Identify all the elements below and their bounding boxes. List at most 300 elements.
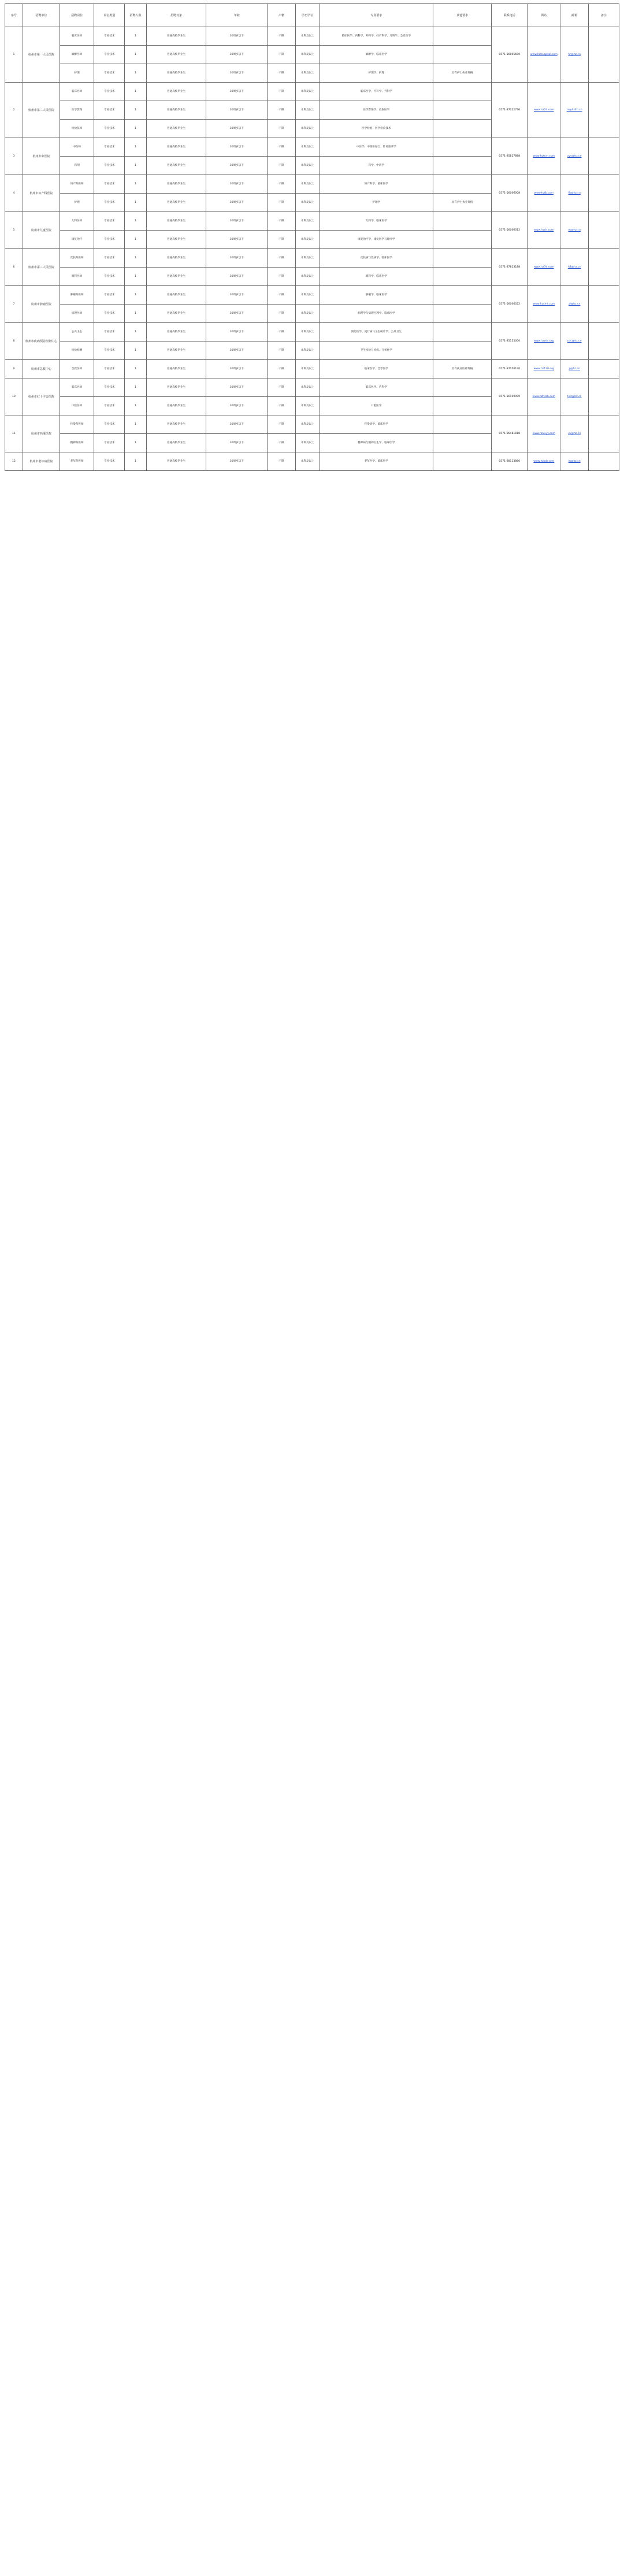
major-requirement: 麻醉学、临床医学	[320, 46, 433, 64]
table-row	[5, 83, 619, 101]
unit-name: 杭州市红十字会医院	[23, 378, 60, 415]
hukou-requirement: 不限	[268, 212, 296, 231]
post-target: 普通高校毕业生	[146, 342, 206, 360]
post-target: 普通高校毕业生	[146, 212, 206, 231]
post-target: 普通高校毕业生	[146, 46, 206, 64]
recruitment-table	[5, 3, 619, 471]
post-category: 专业技术	[94, 157, 125, 175]
hukou-requirement: 不限	[268, 378, 296, 397]
post-target: 普通高校毕业生	[146, 138, 206, 157]
post-name: 急救医师	[60, 360, 94, 378]
row-index: 11	[5, 415, 23, 452]
post-count: 1	[125, 194, 146, 212]
email-link[interactable]: zl@hz.cn	[560, 286, 589, 323]
other-requirement	[433, 212, 491, 231]
major-requirement: 中医学、中西医结合、针灸推拿学	[320, 138, 433, 157]
hukou-requirement: 不限	[268, 452, 296, 471]
post-name: 药剂	[60, 157, 94, 175]
note-cell	[588, 175, 619, 212]
contact-phone: 0571-56006012	[492, 212, 528, 249]
table-row	[5, 138, 619, 157]
table-row	[5, 286, 619, 305]
post-count: 1	[125, 360, 146, 378]
hukou-requirement: 不限	[268, 342, 296, 360]
hukou-requirement: 不限	[268, 305, 296, 323]
post-category: 专业技术	[94, 452, 125, 471]
post-target: 普通高校毕业生	[146, 120, 206, 138]
header-cell: 招聘岗位	[60, 4, 94, 27]
note-cell	[588, 286, 619, 323]
post-count: 1	[125, 64, 146, 83]
degree-requirement: 本科及以上	[295, 378, 320, 397]
age-requirement: 30周岁以下	[206, 323, 268, 342]
table-header-row	[5, 4, 619, 27]
degree-requirement: 本科及以上	[295, 397, 320, 415]
major-requirement: 卫生检验与检疫、分析化学	[320, 342, 433, 360]
website-link[interactable]: www.hz2h.com	[528, 83, 560, 138]
post-name: 医学影像	[60, 101, 94, 120]
major-requirement: 康复治疗学、康复医学与理疗学	[320, 231, 433, 249]
degree-requirement: 本科及以上	[295, 415, 320, 434]
row-index: 5	[5, 212, 23, 249]
degree-requirement: 本科及以上	[295, 138, 320, 157]
website-link[interactable]: www.hztcm.com	[528, 138, 560, 175]
table-row	[5, 415, 619, 434]
email-link[interactable]: xx@hz.cn	[560, 415, 589, 452]
post-name: 妇产科医师	[60, 175, 94, 194]
major-requirement: 药学、中药学	[320, 157, 433, 175]
contact-phone: 0571-87050120	[492, 360, 528, 378]
contact-phone: 0571-56005600	[492, 27, 528, 83]
post-category: 专业技术	[94, 286, 125, 305]
website-link[interactable]: www.hzhszh.com	[528, 378, 560, 415]
hukou-requirement: 不限	[268, 194, 296, 212]
row-index: 9	[5, 360, 23, 378]
post-count: 1	[125, 305, 146, 323]
post-category: 专业技术	[94, 101, 125, 120]
age-requirement: 30周岁以下	[206, 415, 268, 434]
note-cell	[588, 360, 619, 378]
table-row	[5, 378, 619, 397]
header-cell: 招聘对象	[146, 4, 206, 27]
unit-name: 杭州市第二人民医院	[23, 83, 60, 138]
post-name: 临床医师	[60, 83, 94, 101]
table-row	[5, 212, 619, 231]
post-name: 麻醉医师	[60, 46, 94, 64]
header-cell: 序号	[5, 4, 23, 27]
degree-requirement: 本科及以上	[295, 157, 320, 175]
degree-requirement: 本科及以上	[295, 452, 320, 471]
age-requirement: 30周岁以下	[206, 120, 268, 138]
contact-phone: 0571-85827888	[492, 138, 528, 175]
email-link[interactable]: fb@hz.cn	[560, 175, 589, 212]
major-requirement: 临床医学、内科学、外科学	[320, 83, 433, 101]
website-link[interactable]: www.hzfb.com	[528, 175, 560, 212]
major-requirement: 病理学与病理生理学、临床医学	[320, 305, 433, 323]
post-name: 护理	[60, 194, 94, 212]
unit-name: 杭州市急救中心	[23, 360, 60, 378]
table-row	[5, 175, 619, 194]
age-requirement: 30周岁以下	[206, 194, 268, 212]
note-cell	[588, 415, 619, 452]
major-requirement: 妇产科学、临床医学	[320, 175, 433, 194]
post-target: 普通高校毕业生	[146, 397, 206, 415]
degree-requirement: 本科及以上	[295, 27, 320, 46]
unit-name: 杭州市老年病医院	[23, 452, 60, 471]
post-category: 专业技术	[94, 305, 125, 323]
other-requirement	[433, 27, 491, 46]
post-category: 专业技术	[94, 231, 125, 249]
header-cell: 年龄	[206, 4, 268, 27]
website-link[interactable]: www.hzxxyy.com	[528, 415, 560, 452]
post-count: 1	[125, 434, 146, 452]
other-requirement	[433, 397, 491, 415]
post-count: 1	[125, 27, 146, 46]
post-target: 普通高校毕业生	[146, 323, 206, 342]
hukou-requirement: 不限	[268, 360, 296, 378]
age-requirement: 30周岁以下	[206, 452, 268, 471]
degree-requirement: 本科及以上	[295, 323, 320, 342]
major-requirement: 精神病与精神卫生学、临床医学	[320, 434, 433, 452]
post-target: 普通高校毕业生	[146, 360, 206, 378]
degree-requirement: 本科及以上	[295, 286, 320, 305]
hukou-requirement: 不限	[268, 434, 296, 452]
table-row	[5, 249, 619, 268]
age-requirement: 30周岁以下	[206, 378, 268, 397]
degree-requirement: 本科及以上	[295, 64, 320, 83]
note-cell	[588, 323, 619, 360]
post-target: 普通高校毕业生	[146, 101, 206, 120]
email-link[interactable]: ln@hz.cn	[560, 452, 589, 471]
post-target: 普通高校毕业生	[146, 286, 206, 305]
age-requirement: 30周岁以下	[206, 268, 268, 286]
post-count: 1	[125, 46, 146, 64]
post-name: 精神科医师	[60, 434, 94, 452]
contact-phone: 0571-87022776	[492, 83, 528, 138]
website-link[interactable]: www.hz3h.com	[528, 249, 560, 286]
recruitment-document	[5, 3, 619, 471]
post-target: 普通高校毕业生	[146, 305, 206, 323]
post-count: 1	[125, 286, 146, 305]
degree-requirement: 本科及以上	[295, 212, 320, 231]
post-target: 普通高校毕业生	[146, 157, 206, 175]
table-row	[5, 452, 619, 471]
post-category: 专业技术	[94, 175, 125, 194]
post-count: 1	[125, 83, 146, 101]
post-name: 检验检测	[60, 342, 94, 360]
table-row	[5, 323, 619, 342]
post-target: 普通高校毕业生	[146, 452, 206, 471]
header-cell: 学历学位	[295, 4, 320, 27]
post-target: 普通高校毕业生	[146, 249, 206, 268]
post-name: 临床医师	[60, 378, 94, 397]
post-count: 1	[125, 452, 146, 471]
row-index: 1	[5, 27, 23, 83]
note-cell	[588, 83, 619, 138]
row-index: 8	[5, 323, 23, 360]
website-link[interactable]: www.hzch-t.com	[528, 286, 560, 323]
hukou-requirement: 不限	[268, 138, 296, 157]
age-requirement: 30周岁以下	[206, 434, 268, 452]
other-requirement	[433, 323, 491, 342]
other-requirement	[433, 101, 491, 120]
post-count: 1	[125, 268, 146, 286]
post-count: 1	[125, 249, 146, 268]
row-index: 12	[5, 452, 23, 471]
other-requirement	[433, 286, 491, 305]
post-count: 1	[125, 138, 146, 157]
post-count: 1	[125, 397, 146, 415]
major-requirement: 口腔医学	[320, 397, 433, 415]
post-name: 检验技师	[60, 120, 94, 138]
unit-name: 杭州市儿童医院	[23, 212, 60, 249]
post-category: 专业技术	[94, 27, 125, 46]
unit-name: 杭州市肿瘤医院	[23, 286, 60, 323]
post-name: 肿瘤科医师	[60, 286, 94, 305]
email-link[interactable]: rs@hz2h.cn	[560, 83, 589, 138]
other-requirement	[433, 415, 491, 434]
post-name: 传染科医师	[60, 415, 94, 434]
note-cell	[588, 27, 619, 83]
post-category: 专业技术	[94, 434, 125, 452]
age-requirement: 30周岁以下	[206, 175, 268, 194]
post-category: 专业技术	[94, 83, 125, 101]
post-name: 护理	[60, 64, 94, 83]
other-requirement	[433, 342, 491, 360]
major-requirement: 护理学、护理	[320, 64, 433, 83]
post-category: 专业技术	[94, 64, 125, 83]
major-requirement: 医学影像学、放射医学	[320, 101, 433, 120]
note-cell	[588, 138, 619, 175]
degree-requirement: 本科及以上	[295, 46, 320, 64]
header-cell: 邮箱	[560, 4, 589, 27]
post-name: 眼科医师	[60, 268, 94, 286]
unit-name: 杭州市西溪医院	[23, 415, 60, 452]
other-requirement	[433, 157, 491, 175]
contact-phone: 0571-56006008	[492, 175, 528, 212]
hukou-requirement: 不限	[268, 101, 296, 120]
post-category: 专业技术	[94, 323, 125, 342]
major-requirement: 医学检验、医学检验技术	[320, 120, 433, 138]
post-category: 专业技术	[94, 415, 125, 434]
row-index: 6	[5, 249, 23, 286]
degree-requirement: 本科及以上	[295, 434, 320, 452]
hukou-requirement: 不限	[268, 120, 296, 138]
contact-phone: 0571-56006022	[492, 286, 528, 323]
note-cell	[588, 249, 619, 286]
post-count: 1	[125, 231, 146, 249]
hukou-requirement: 不限	[268, 268, 296, 286]
email-link[interactable]: cdc@hz.cn	[560, 323, 589, 360]
major-requirement: 临床医学、内科学	[320, 378, 433, 397]
post-category: 专业技术	[94, 249, 125, 268]
age-requirement: 30周岁以下	[206, 27, 268, 46]
degree-requirement: 本科及以上	[295, 342, 320, 360]
post-name: 公共卫生	[60, 323, 94, 342]
major-requirement: 临床医学、急诊医学	[320, 360, 433, 378]
age-requirement: 30周岁以下	[206, 212, 268, 231]
post-name: 中医师	[60, 138, 94, 157]
post-name: 老年科医师	[60, 452, 94, 471]
other-requirement	[433, 305, 491, 323]
contact-phone: 0571-56109999	[492, 378, 528, 415]
header-cell: 岗位类别	[94, 4, 125, 27]
row-index: 2	[5, 83, 23, 138]
website-link[interactable]: www.hzlnb.com	[528, 452, 560, 471]
unit-name: 杭州市中医院	[23, 138, 60, 175]
other-requirement: 具有护士执业资格	[433, 64, 491, 83]
contact-phone: 0571-85155000	[492, 323, 528, 360]
hukou-requirement: 不限	[268, 46, 296, 64]
age-requirement: 30周岁以下	[206, 46, 268, 64]
header-cell: 招聘人数	[125, 4, 146, 27]
post-target: 普通高校毕业生	[146, 64, 206, 83]
hukou-requirement: 不限	[268, 157, 296, 175]
post-count: 1	[125, 175, 146, 194]
email-link[interactable]: et@hz.cn	[560, 212, 589, 249]
other-requirement	[433, 46, 491, 64]
header-cell: 备注	[588, 4, 619, 27]
age-requirement: 30周岁以下	[206, 305, 268, 323]
other-requirement	[433, 434, 491, 452]
age-requirement: 30周岁以下	[206, 360, 268, 378]
other-requirement	[433, 175, 491, 194]
post-count: 1	[125, 157, 146, 175]
post-category: 专业技术	[94, 46, 125, 64]
row-index: 7	[5, 286, 23, 323]
hukou-requirement: 不限	[268, 64, 296, 83]
post-target: 普通高校毕业生	[146, 231, 206, 249]
email-link[interactable]: hr@hz.cn	[560, 27, 589, 83]
major-requirement: 预防医学、流行病与卫生统计学、公共卫生	[320, 323, 433, 342]
row-index: 4	[5, 175, 23, 212]
post-count: 1	[125, 323, 146, 342]
website-link[interactable]: www.hzhospital.com	[528, 27, 560, 83]
other-requirement	[433, 249, 491, 268]
email-link[interactable]: h3@hz.cn	[560, 249, 589, 286]
post-target: 普通高校毕业生	[146, 83, 206, 101]
post-name: 皮肤科医师	[60, 249, 94, 268]
post-name: 儿科医师	[60, 212, 94, 231]
age-requirement: 30周岁以下	[206, 231, 268, 249]
email-link[interactable]: zyy@hz.cn	[560, 138, 589, 175]
website-link[interactable]: www.hzch.com	[528, 212, 560, 249]
hukou-requirement: 不限	[268, 286, 296, 305]
contact-phone: 0571-88113866	[492, 452, 528, 471]
degree-requirement: 本科及以上	[295, 175, 320, 194]
post-category: 专业技术	[94, 212, 125, 231]
hukou-requirement: 不限	[268, 27, 296, 46]
post-name: 临床医师	[60, 27, 94, 46]
row-index: 3	[5, 138, 23, 175]
contact-phone: 0571-86481818	[492, 415, 528, 452]
post-count: 1	[125, 101, 146, 120]
age-requirement: 30周岁以下	[206, 83, 268, 101]
table-body	[5, 27, 619, 471]
age-requirement: 30周岁以下	[206, 249, 268, 268]
post-category: 专业技术	[94, 120, 125, 138]
post-target: 普通高校毕业生	[146, 434, 206, 452]
major-requirement: 临床医学、内科学、外科学、妇产科学、儿科学、急诊医学	[320, 27, 433, 46]
post-category: 专业技术	[94, 378, 125, 397]
post-target: 普通高校毕业生	[146, 27, 206, 46]
hukou-requirement: 不限	[268, 175, 296, 194]
other-requirement	[433, 138, 491, 157]
degree-requirement: 本科及以上	[295, 101, 320, 120]
post-count: 1	[125, 378, 146, 397]
website-link[interactable]: www.hzcdc.org	[528, 323, 560, 360]
age-requirement: 30周岁以下	[206, 397, 268, 415]
degree-requirement: 本科及以上	[295, 231, 320, 249]
age-requirement: 30周岁以下	[206, 342, 268, 360]
age-requirement: 30周岁以下	[206, 286, 268, 305]
age-requirement: 30周岁以下	[206, 101, 268, 120]
major-requirement: 眼科学、临床医学	[320, 268, 433, 286]
hukou-requirement: 不限	[268, 231, 296, 249]
unit-name: 杭州市第一人民医院	[23, 27, 60, 83]
degree-requirement: 本科及以上	[295, 249, 320, 268]
major-requirement: 护理学	[320, 194, 433, 212]
website-link[interactable]: www.hz120.org	[528, 360, 560, 378]
post-category: 专业技术	[94, 360, 125, 378]
degree-requirement: 本科及以上	[295, 83, 320, 101]
age-requirement: 30周岁以下	[206, 157, 268, 175]
post-category: 专业技术	[94, 397, 125, 415]
row-index: 10	[5, 378, 23, 415]
major-requirement: 传染病学、临床医学	[320, 415, 433, 434]
degree-requirement: 本科及以上	[295, 120, 320, 138]
major-requirement: 皮肤病与性病学、临床医学	[320, 249, 433, 268]
header-cell: 户籍	[268, 4, 296, 27]
other-requirement	[433, 452, 491, 471]
post-count: 1	[125, 342, 146, 360]
post-target: 普通高校毕业生	[146, 378, 206, 397]
major-requirement: 肿瘤学、临床医学	[320, 286, 433, 305]
post-name: 康复治疗	[60, 231, 94, 249]
post-category: 专业技术	[94, 138, 125, 157]
header-cell: 网站	[528, 4, 560, 27]
note-cell	[588, 378, 619, 415]
unit-name: 杭州市妇产科医院	[23, 175, 60, 212]
major-requirement: 老年医学、临床医学	[320, 452, 433, 471]
other-requirement: 具有执业医师资格	[433, 360, 491, 378]
post-count: 1	[125, 415, 146, 434]
post-target: 普通高校毕业生	[146, 194, 206, 212]
header-cell: 其他要求	[433, 4, 491, 27]
other-requirement	[433, 231, 491, 249]
unit-name: 杭州市疾病预防控制中心	[23, 323, 60, 360]
table-row	[5, 27, 619, 46]
email-link[interactable]: hsz@hz.cn	[560, 378, 589, 415]
post-name: 口腔医师	[60, 397, 94, 415]
post-target: 普通高校毕业生	[146, 268, 206, 286]
post-name: 病理医师	[60, 305, 94, 323]
email-link[interactable]: jj@hz.cn	[560, 360, 589, 378]
other-requirement	[433, 120, 491, 138]
table-row	[5, 360, 619, 378]
hukou-requirement: 不限	[268, 83, 296, 101]
other-requirement	[433, 83, 491, 101]
degree-requirement: 本科及以上	[295, 360, 320, 378]
unit-name: 杭州市第三人民医院	[23, 249, 60, 286]
age-requirement: 30周岁以下	[206, 138, 268, 157]
age-requirement: 30周岁以下	[206, 64, 268, 83]
post-count: 1	[125, 212, 146, 231]
degree-requirement: 本科及以上	[295, 194, 320, 212]
note-cell	[588, 212, 619, 249]
post-category: 专业技术	[94, 342, 125, 360]
post-target: 普通高校毕业生	[146, 415, 206, 434]
